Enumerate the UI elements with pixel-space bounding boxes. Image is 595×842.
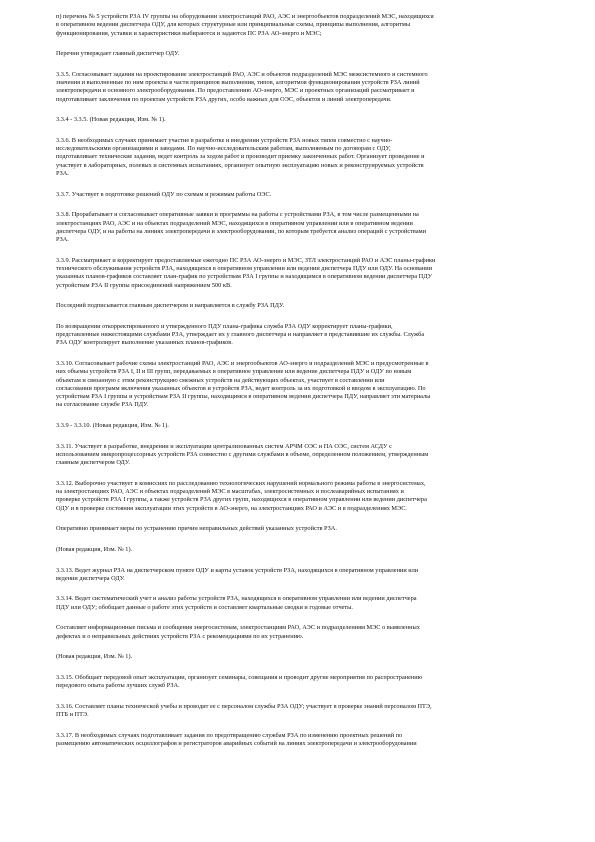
text-line: п) перечень № 5 устройств РЗА IV группы на оборудовании электростанций РАО, АЭС и энергообъектов подразделений МЭС, находящихся bbox=[56, 13, 434, 20]
text-line: диспетчера ОДУ, и на работы на линиях электропередачи и электрооборудовании, по которым требуется анализ операций с устройствами bbox=[56, 227, 426, 235]
text-line: 3.3.16. Составляет планы технической учебы и проводит ее с персоналом службы РЗА ОДУ; участвует в проверке знаний персоналом ПТЭ, bbox=[56, 702, 432, 710]
text-line: проверке устройств РЗА I группы, а также устройств РЗА других групп, находящихся в оперативном управлении или ведении диспетчера bbox=[56, 496, 427, 504]
paragraph-p6 bbox=[56, 191, 539, 199]
text-line: Перечни утверждает главный диспетчер ОДУ. bbox=[56, 50, 180, 58]
text-line: 3.3.7. Участвует в подготовке решений ОДУ по схемам и режимам работы ОЭС. bbox=[56, 190, 272, 198]
text-line: дефектах и о неправильных действиях устройств РЗА с рекомендациями по их устранению. bbox=[56, 632, 304, 640]
text-line: устройствам РЗА I группы и устройствам РЗА II группы, находящимся в оперативном ведении диспетчера ПДУ, направляет эти материалы bbox=[56, 393, 431, 401]
text-line: исследовательскими организациями и заводами. По научно-исследовательским работам, выполняемым по договорам с ОДУ, bbox=[56, 145, 391, 153]
text-line: 3.3.12. Выборочно участвует в комиссиях по расследованию технологических нарушений нормального режима работы в энергосистемах, bbox=[56, 479, 426, 487]
text-line: использованием микропроцессорных устройств РЗА совместно с другими службами в объеме, определенном положением, утвержденным bbox=[56, 450, 429, 458]
text-line: участвует в лабораторных, полевых и системных испытаниях, организует опытную эксплуатацию новых и реконструируемых устройств bbox=[56, 161, 424, 169]
paragraph-p22 bbox=[56, 703, 539, 720]
text-line: устройствам РЗА II группы присоединений напряжением 500 кВ. bbox=[56, 281, 232, 289]
paragraph-p10 bbox=[56, 323, 539, 348]
text-line: электростанциях РАО, АЭС и на объектах подразделений МЭС, находящихся в оперативном управлении или в оперативном ведении bbox=[56, 219, 413, 227]
text-line: 3.3.9. Рассматривает и корректирует предоставляемые ежегодно ПС РЗА АО-энерго и МЭС, ЗТЛ электростанций РАО и АЭС планы-графики bbox=[56, 256, 436, 264]
paragraph-p4 bbox=[56, 116, 539, 124]
text-line: ПДУ или ОДУ; обобщает данные о работе этих устройств и составляет квартальные сводки и годовые отчеты. bbox=[56, 603, 353, 611]
paragraph-p18 bbox=[56, 595, 539, 612]
text-line: (Новая редакция, Изм. № 1). bbox=[56, 545, 133, 553]
text-line: них объемы устройств РЗА I, II и III групп, передаваемых в оперативное управление или ведение диспетчера ПДУ и ОДУ по новым bbox=[56, 368, 412, 376]
text-line: на согласование службе РЗА ПДУ. bbox=[56, 401, 149, 409]
text-line: в оперативном ведении диспетчера ОДУ, для которых структурные или принципиальные схемы, принципы выполнения, алгоритмы bbox=[56, 21, 411, 29]
paragraph-p7 bbox=[56, 211, 539, 244]
paragraph-p20 bbox=[56, 653, 539, 661]
text-line: функционирования, уставки и характеристики выбираются и задаются ПС РЗА АО-энерго и МЭС; bbox=[56, 29, 322, 37]
text-line: размещению автоматических осциллографов и регистраторов аварийных событий на линиях электропередачи и электрооборудовании bbox=[56, 739, 417, 747]
text-line: По возвращении откорректированного и утвержденного ПДУ плана-графика служба РЗА ОДУ корректирует планы-графики, bbox=[56, 322, 393, 330]
paragraph-p14 bbox=[56, 480, 539, 513]
text-line: 3.3.15. Обобщает передовой опыт эксплуатации, организует семинары, совещания и проводит другие мероприятия по распространению bbox=[56, 673, 423, 681]
paragraph-p21 bbox=[56, 674, 539, 691]
text-line: подготавливает заключения по проектам устройств РЗА других, особо важных для ОЭС, объектов и линий электропередачи. bbox=[56, 95, 392, 103]
text-line: РЗА ОДУ контролирует выполнение указанных планов-графиков. bbox=[56, 339, 233, 347]
paragraph-p17 bbox=[56, 567, 539, 584]
paragraph-p3 bbox=[56, 71, 539, 104]
text-line: значения и выполненные по ним проекты в части принципов выполнения, типов, алгоритмов функционирования устройств РЗА линий bbox=[56, 79, 420, 87]
text-line: Составляет информационные письма и сообщения энергосистемам, электростанциям РАО, АЭС и подразделениям МЭС о выявленных bbox=[56, 624, 420, 632]
text-line: 3.3.11. Участвует в разработке, внедрении и эксплуатации централизованных систем АРЧМ ОЭС и ПА ОЭС, систем АСДУ с bbox=[56, 442, 392, 450]
text-line: электропередачи и основного электрооборудования. По предоставлению АО-энерго, МЭС и проектных организаций рассматривает и bbox=[56, 87, 415, 95]
text-line: 3.3.10. Согласовывает рабочие схемы электростанций РАО, АЭС и энергообъектов АО-энерго и подразделений МЭС и предусмотренные в bbox=[56, 359, 429, 367]
text-line: представленные нижестоящими службами РЗА, утверждает их у главного диспетчера и направляет в представившие их службы. Служба bbox=[56, 331, 425, 339]
text-line: ведении диспетчера ОДУ. bbox=[56, 574, 125, 582]
text-line: 3.3.14. Ведет систематический учет и анализ работы устройств РЗА, находящихся в оперативном управлении или ведении диспетчера bbox=[56, 595, 417, 603]
text-line: указанных планов-графиков составляет план-график по устройствам РЗА I группы и находящимся в оперативном ведении диспетчера ПДУ bbox=[56, 273, 433, 281]
paragraph-p15 bbox=[56, 525, 539, 533]
paragraph-p23 bbox=[56, 732, 539, 749]
text-line: 3.3.13. Ведет журнал РЗА на диспетчерском пункте ОДУ и карты уставок устройств РЗА, находящихся в оперативном управлении или bbox=[56, 566, 419, 574]
paragraph-p11 bbox=[56, 360, 539, 410]
text-line: подготавливает технические задания, ведет контроль за ходом работ и производит приемку законченных работ. Организует проведение и bbox=[56, 153, 425, 161]
text-line: Оперативно принимает меры по устранению причин неправильных действий указанных устройств РЗА. bbox=[56, 525, 337, 533]
text-line: передового опыта работы лучших служб РЗА. bbox=[56, 682, 180, 690]
text-line: 3.3.17. В необходимых случаях подготавливает задания по предотвращению службам РЗА по изменению проектных решений по bbox=[56, 731, 403, 739]
paragraph-p1 bbox=[56, 13, 539, 38]
text-line: РЗА. bbox=[56, 236, 69, 244]
paragraph-p13 bbox=[56, 443, 539, 468]
text-line: 3.3.5. Согласовывает задания на проектирование электростанций РАО, АЭС и объектов подразделений МЭС межсистемного и системного bbox=[56, 70, 428, 78]
paragraph-p12 bbox=[56, 422, 539, 430]
paragraph-p2 bbox=[56, 50, 539, 58]
paragraph-p19 bbox=[56, 624, 539, 641]
paragraph-p5 bbox=[56, 137, 539, 178]
text-line: ОДУ и в проверке состояния эксплуатации этих устройств в АО-энерго, на электростанциях РАО и АЭС и в подразделениях МЭС. bbox=[56, 504, 407, 512]
document-body bbox=[56, 13, 539, 748]
text-line: технического обслуживания устройств РЗА, находящихся в оперативном управлении или ведении диспетчера ПДУ или ОДУ. На основании bbox=[56, 265, 432, 273]
paragraph-p8 bbox=[56, 257, 539, 290]
text-line: 3.3.8. Пpорабатывает и согласовывает оперативные заявки и программы на работы с устройствами РЗА, в том числе размещенными на bbox=[56, 211, 419, 219]
text-line: Последний подписывается главным диспетчером и направляется в службу РЗА ПДУ. bbox=[56, 302, 285, 310]
text-line: РЗА. bbox=[56, 170, 69, 178]
text-line: на электростанциях РАО, АЭС и объектах подразделений МЭС в масштабах, электросистемных и послеаварийных испытаниях и bbox=[56, 488, 404, 496]
text-line: ПТБ и ПТЭ. bbox=[56, 710, 89, 718]
paragraph-p16 bbox=[56, 546, 539, 554]
text-line: 3.3.9 - 3.3.10. (Новая редакция, Изм. № 1). bbox=[56, 422, 169, 430]
text-line: согласовании программ включения указанных объектов и устройств РЗА, ведет контроль за их подготовкой и вводом в эксплуатацию. По bbox=[56, 384, 426, 392]
text-line: (Новая редакция, Изм. № 1). bbox=[56, 653, 133, 661]
text-line: главным диспетчером ОДУ. bbox=[56, 459, 130, 467]
paragraph-p9 bbox=[56, 302, 539, 310]
text-line: 3.3.4 - 3.3.5. (Новая редакция, Изм. № 1). bbox=[56, 116, 166, 124]
text-line: 3.3.6. В необходимых случаях принимает участие в разработке и внедрении устройств РЗА новых типов совместно с научно- bbox=[56, 136, 393, 144]
text-line: объектам и связанную с этим реконструкцию смежных устройств на действующих объектах, участвует в составлении или bbox=[56, 376, 385, 384]
